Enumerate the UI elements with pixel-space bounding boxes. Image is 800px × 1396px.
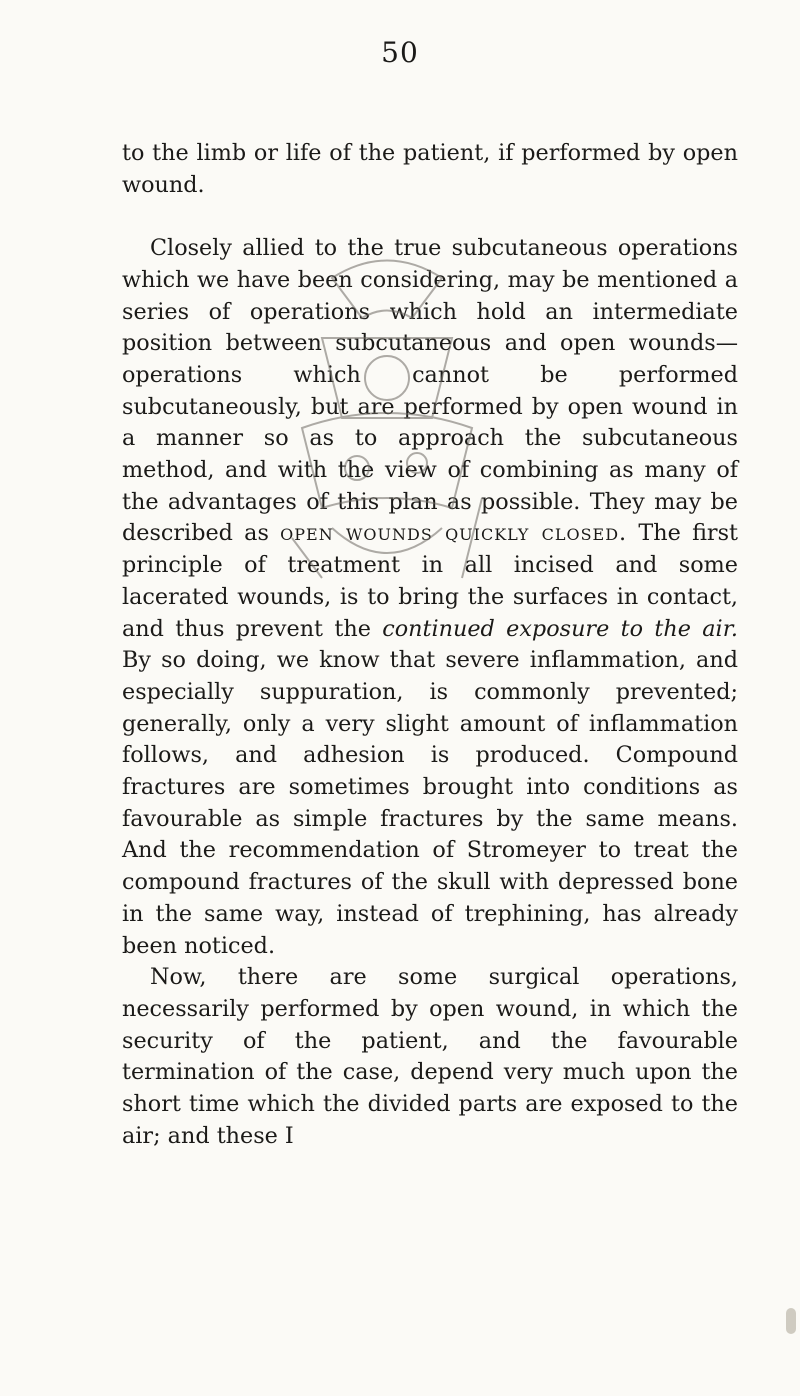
- paragraph-outro: By so doing, we know that severe inflammation, and especially suppuration, is commonly prevented; generally, only a very slight amount of inflammation follows, and adhesion is produced. Compound fractures are sometimes brought into conditions as favourable as simple fractures by the same means. And the recommendation of Stromeyer to treat the compound fractures of the skull with depressed bone in the same way, instead of trephining, has already been noticed.: [122, 647, 738, 959]
- paragraph-subcutaneous-operations: [122, 233, 738, 962]
- italic-phrase: continued exposure to the air.: [382, 615, 738, 642]
- body-text: [122, 138, 738, 1152]
- page-number: 50: [381, 36, 419, 69]
- paper-blemish: [786, 1308, 796, 1334]
- paragraph-intro: Closely allied to the true subcutaneous operations which we have been considering, may be mentioned a series of operations which hold an intermediate position between subcutaneous and open wounds—operations which cannot be performed subcutaneously, but are performed by open wound in a manner so as to approach the subcutaneous method, and with the view of combining as many of the advantages of this plan as possible. They may be described as: [122, 235, 738, 547]
- small-caps-term: open wounds quickly closed.: [280, 520, 628, 547]
- paragraph-surgical-operations: Now, there are some surgical operations, necessarily performed by open wound, in which the security of the patient, and the favourable termination of the case, depend very much upon the short time which the divided parts are exposed to the air; and these I: [122, 964, 738, 1149]
- paragraph-middle: The first principle of treatment in all incised and some lacerated wounds, is to bring the surfaces in contact, and thus prevent the: [122, 520, 738, 642]
- paragraph-continuation: to the limb or life of the patient, if performed by open wound.: [122, 140, 738, 198]
